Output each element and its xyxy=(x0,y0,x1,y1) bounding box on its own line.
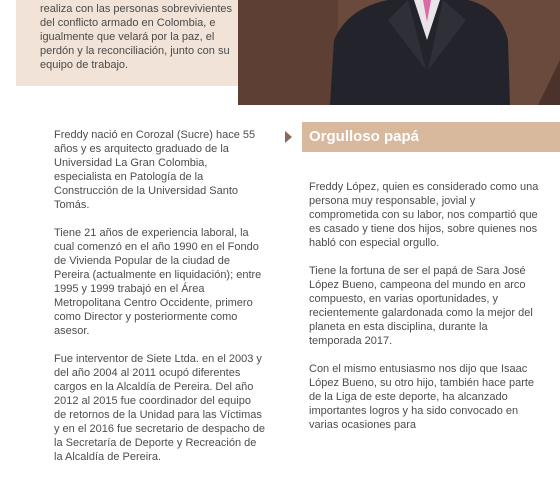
left-paragraph-1: Freddy nació en Corozal (Sucre) hace 55 años y es arquitecto graduado de la Universidad La Gran Colombia, especialista en Patología de la Construcción de la Universidad Santo Tomás. xyxy=(54,129,256,211)
left-column xyxy=(54,128,266,478)
intro-text: realiza con las personas sobrevivientes del conflicto armado en Colombia, e igualmente que velará por la paz, el perdón y la reconciliación, junto con su equipo de trabajo. xyxy=(40,3,232,71)
portrait-photo xyxy=(238,0,560,105)
person-portrait-photo xyxy=(238,0,560,105)
right-column xyxy=(309,180,539,446)
section-title: Orgulloso papá xyxy=(309,128,420,145)
right-paragraph-1: Freddy López, quien es considerado como una persona muy responsable, jovial y comprometida con su labor, nos compartió que es casado y tiene dos hijos, sobre quienes nos habló con especial orgullo. xyxy=(309,181,539,249)
left-paragraph-2: Tiene 21 años de experiencia laboral, la cual comenzó en el año 1990 en el Fondo de Vivienda Popular de la ciudad de Pereira (actualmente en liquidación); entre 1995 y 1999 trabajó en el Área Metropolitana Centro Occidente, primero como Director y posteriormente como asesor. xyxy=(54,227,262,337)
section-arrow-icon xyxy=(285,131,292,143)
right-paragraph-2: Tiene la fortuna de ser el papá de Sara José López Bueno, campeona del mundo en arco compuesto, en varias oportunidades, y recientemente galardonada como la mejor del planeta en esta disciplina, durante la temporada 2017. xyxy=(309,265,533,347)
right-paragraph-3: Con el mismo entusiasmo nos dijo que Isaac López Bueno, su otro hijo, también hace parte de la Liga de este deporte, ha alcanzado importantes logros y ha sido convocado en varias ocasiones para xyxy=(309,363,535,431)
left-paragraph-3: Fue interventor de Siete Ltda. en el 2003 y del año 2004 al 2011 ocupó diferentes cargos en la Alcaldía de Pereira. Del año 2012 al 2015 fue coordinador del equipo de retornos de la Unidad para las Víctimas y en el 2016 fue secretario de despacho de la Secretaría de Deporte y Recreación de la Alcaldía de Pereira. xyxy=(54,353,265,463)
